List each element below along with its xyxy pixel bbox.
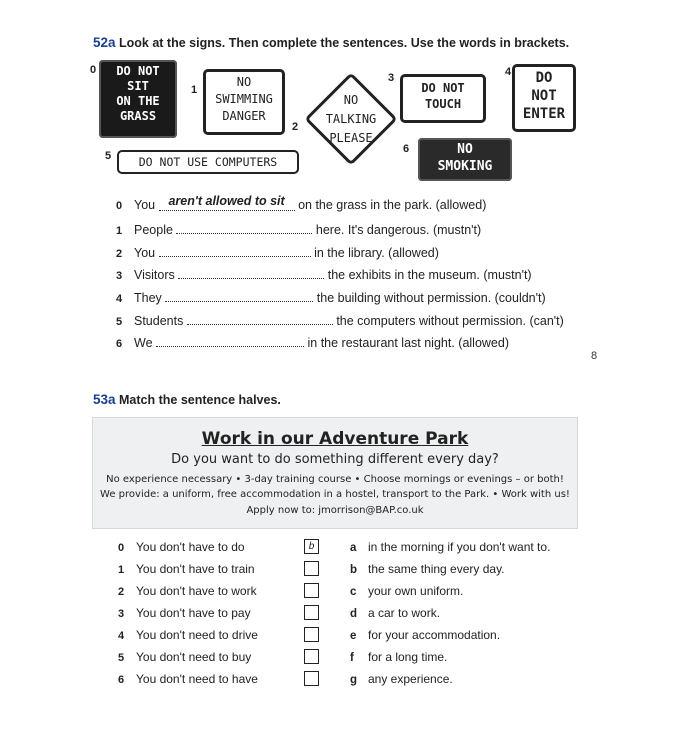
item-number: 0: [118, 542, 125, 554]
answer-box[interactable]: [304, 671, 319, 686]
sentence-5: [116, 312, 564, 328]
match-left-0: [118, 540, 245, 554]
exercise-number: 53a: [93, 392, 116, 407]
answer-box[interactable]: [304, 605, 319, 620]
match-left-1: [118, 562, 255, 576]
sign-number-3: 3: [388, 72, 395, 84]
sign-text-line: TOUCH: [424, 97, 462, 111]
sign-text-line: SWIMMING: [215, 92, 273, 106]
sentence-number: 0: [116, 200, 123, 212]
match-left-2: [118, 584, 257, 598]
advert-line: We provide: a uniform, free accommodation in a hostel, transport to the Park. • Work with us!: [100, 489, 570, 500]
match-right-g: [350, 672, 453, 686]
sign-text-line: DO: [535, 70, 553, 86]
sign-text-line: ENTER: [522, 106, 566, 122]
item-number: 5: [118, 652, 125, 664]
sign-no-smoking: [418, 138, 512, 181]
first-half: You don't have to do: [136, 540, 245, 554]
option-letter: f: [350, 652, 354, 664]
sign-number-0: 0: [90, 64, 97, 76]
option-letter: c: [350, 586, 357, 598]
sentence-number: 1: [116, 225, 123, 237]
second-half: for your accommodation.: [368, 628, 501, 642]
second-half: any experience.: [368, 672, 453, 686]
sign-text-line: DO NOT: [421, 81, 465, 95]
advert-subtitle: Do you want to do something different every day?: [171, 452, 499, 467]
sentence-2: [116, 244, 439, 260]
sentence-subject: Students: [134, 314, 184, 328]
sentence-6: [116, 334, 509, 350]
sign-text-line: DANGER: [222, 109, 266, 123]
option-letter: e: [350, 630, 357, 642]
sign-text-line: NO: [457, 142, 473, 157]
answer-box[interactable]: [304, 583, 319, 598]
advert-contact: Apply now to: jmorrison@BAP.co.uk: [246, 505, 424, 516]
sign-do-not-enter: [512, 64, 576, 132]
match-right-b: [350, 562, 505, 576]
sentence-subject: They: [134, 291, 162, 305]
exercise-instruction: Look at the signs. Then complete the sentences. Use the words in brackets.: [119, 36, 570, 50]
sentence-rest: the exhibits in the museum. (mustn't): [327, 268, 532, 282]
answer-box[interactable]: [304, 649, 319, 664]
advert-line: No experience necessary • 3-day training course • Choose mornings or evenings – or both!: [106, 474, 564, 485]
sentence-subject: We: [134, 336, 153, 350]
sign-text-line: TALKING: [325, 112, 377, 126]
sign-number-1: 1: [191, 84, 198, 96]
second-half: your own uniform.: [368, 584, 464, 598]
first-half: You don't need to buy: [136, 650, 252, 664]
sign-number-6: 6: [403, 143, 410, 155]
sentence-rest: here. It's dangerous. (mustn't): [315, 223, 482, 237]
match-right-a: [350, 540, 550, 554]
sign-number-4: 4: [505, 66, 512, 78]
match-right-f: [350, 650, 447, 664]
sign-text-line: GRASS: [119, 109, 157, 123]
sentence-number: 2: [116, 248, 123, 260]
exercise-53a-heading: [93, 392, 281, 407]
answer-blank[interactable]: [178, 266, 324, 279]
first-half: You don't need to have: [136, 672, 258, 686]
sign-text-line: ON THE: [116, 94, 160, 108]
sentence-number: 3: [116, 270, 123, 282]
sentence-number: 4: [116, 293, 123, 305]
match-left-5: [118, 650, 251, 664]
sign-text-line: PLEASE: [329, 131, 373, 145]
sign-do-not-use-computers: DO NOT USE COMPUTERS: [117, 150, 299, 174]
item-number: 4: [118, 630, 125, 642]
sentence-0: [116, 194, 487, 212]
sign-no-swimming-danger: [203, 69, 285, 135]
item-number: 2: [118, 586, 125, 598]
option-letter: g: [350, 674, 358, 686]
answer-blank[interactable]: [156, 334, 304, 347]
match-right-e: [350, 628, 500, 642]
answer-box[interactable]: [304, 627, 319, 642]
exercise-instruction: Match the sentence halves.: [119, 393, 281, 407]
first-half: You don't have to pay: [136, 606, 251, 620]
sentence-number: 6: [116, 338, 123, 350]
sign-no-talking-please: [313, 91, 389, 148]
answer-blank[interactable]: [187, 312, 333, 325]
sentence-rest: in the library. (allowed): [314, 246, 439, 260]
sentence-subject: You: [134, 198, 156, 212]
sign-text-line: DO NOT: [116, 64, 160, 78]
answer-blank[interactable]: [176, 221, 312, 234]
sign-number-5: 5: [105, 150, 112, 162]
first-half: You don't have to train: [136, 562, 255, 576]
sentence-4: [116, 289, 546, 305]
example-answer: aren't allowed to sit: [168, 194, 285, 208]
match-left-3: [118, 606, 251, 620]
sign-do-not-touch: [400, 74, 486, 123]
item-number: 6: [118, 674, 125, 686]
sign-text-line: SIT: [127, 79, 149, 93]
sentence-rest: on the grass in the park. (allowed): [298, 198, 487, 212]
answer-blank[interactable]: [159, 194, 295, 211]
exercise-52a-heading: [93, 35, 569, 50]
sentence-rest: the building without permission. (couldn't): [316, 291, 546, 305]
second-half: the same thing every day.: [368, 562, 505, 576]
item-number: 1: [118, 564, 125, 576]
sign-text-line: NO: [343, 93, 359, 107]
score-total: 8: [591, 350, 598, 362]
sentence-3: [116, 266, 532, 282]
first-half: You don't need to drive: [136, 628, 258, 642]
exercise-number: 52a: [93, 35, 116, 50]
match-left-4: [118, 628, 258, 642]
sign-text-line: SMOKING: [437, 159, 493, 174]
answer-box[interactable]: b: [304, 539, 319, 554]
second-half: in the morning if you don't want to.: [368, 540, 551, 554]
item-number: 3: [118, 608, 125, 620]
answer-box[interactable]: [304, 561, 319, 576]
sign-do-not-sit-on-the-grass: [99, 60, 177, 138]
sentence-rest: the computers without permission. (can't): [336, 314, 564, 328]
sentence-subject: People: [134, 223, 173, 237]
first-half: You don't have to work: [136, 584, 257, 598]
sign-text-line: NO: [236, 75, 252, 89]
job-advert: [92, 417, 578, 529]
sentence-number: 5: [116, 316, 123, 328]
match-right-d: [350, 606, 440, 620]
sentence-1: [116, 221, 481, 237]
advert-title: Work in our Adventure Park: [201, 429, 469, 449]
option-letter: b: [350, 564, 358, 576]
answer-blank[interactable]: [159, 244, 311, 257]
option-letter: a: [350, 542, 357, 554]
second-half: a car to work.: [368, 606, 441, 620]
sentence-rest: in the restaurant last night. (allowed): [307, 336, 509, 350]
second-half: for a long time.: [368, 650, 448, 664]
sentence-subject: Visitors: [134, 268, 175, 282]
match-left-6: [118, 672, 258, 686]
answer-blank[interactable]: [165, 289, 313, 302]
sign-number-2: 2: [292, 121, 299, 133]
sentence-subject: You: [134, 246, 156, 260]
option-letter: d: [350, 608, 358, 620]
match-right-c: [350, 584, 463, 598]
sign-text-line: NOT: [531, 88, 557, 104]
